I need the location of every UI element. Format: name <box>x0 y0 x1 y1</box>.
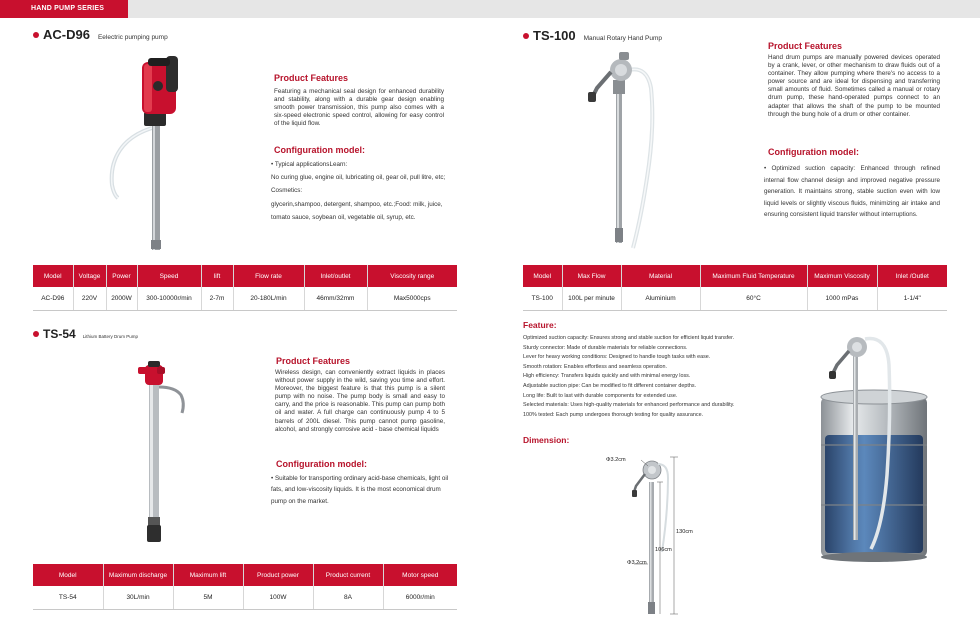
dim-tube-height: 106cm <box>655 547 672 553</box>
table-header-cell: Model <box>33 564 103 586</box>
rotary-hand-pump-image <box>585 48 665 258</box>
table-header-cell: Model <box>33 265 73 287</box>
table-cell: 46mm/32mm <box>304 287 367 310</box>
ac-d96-config-heading: Configuration model: <box>274 145 365 155</box>
ts-100-spec-table <box>523 265 947 311</box>
dimension-drawing <box>612 452 692 622</box>
table-row <box>523 287 947 310</box>
table-header-cell: Max Flow <box>562 265 621 287</box>
table-cell: Aluminium <box>621 287 700 310</box>
ac-d96-subtitle: Eelectric pumping pump <box>97 34 168 41</box>
table-cell: 6000r/min <box>383 586 457 609</box>
table-row <box>33 287 457 310</box>
table-header-cell: Speed <box>137 265 201 287</box>
table-header-cell: Maximum discharge <box>103 564 173 586</box>
dim-bottom-diameter: Φ3.2cm <box>627 560 647 566</box>
table-cell: 300-10000r/min <box>137 287 201 310</box>
list-item: Adjustable suction pipe: Can be modified to fit different container depths. <box>523 382 697 389</box>
ts-54-features-text: Wireless design, can conveniently extract liquids in places without power supply in the wild, saving you time and effort. Moreover, the biggest feature is that this pump is a silent pump with no noise. The pump body is small and easy to carry, and the price is reasonable. This pump can pump both oil and water. A full charge can continuously pump 4 to 5 barrels of 200L diesel. This pump cannot pump gasoline, alcohol, and strongly corrosive acid - base chemical liquids <box>275 369 445 433</box>
table-header-cell: Flow rate <box>233 265 304 287</box>
table-cell: 1000 mPas <box>807 287 877 310</box>
ts-100-title <box>523 28 662 43</box>
table-header-cell: Viscosity range <box>367 265 457 287</box>
table-header-row <box>33 564 457 586</box>
table-header-cell: Material <box>621 265 700 287</box>
list-item: Sturdy connector: Made of durable materials for reliable connections. <box>523 344 688 351</box>
bullet-dot-icon <box>523 33 529 39</box>
table-cell: 2-7m <box>201 287 233 310</box>
table-header-cell: Model <box>523 265 562 287</box>
table-header-cell: Power <box>106 265 137 287</box>
list-item: Smooth rotation: Enables effortless and seamless operation. <box>523 363 668 370</box>
table-cell: 60°C <box>700 287 807 310</box>
table-header-cell: Voltage <box>73 265 106 287</box>
config-line: No curing glue, engine oil, lubricating oil, gear oil, pull litre, etc; <box>271 174 446 182</box>
ts-54-config-text: • Suitable for transporting ordinary acid-base chemicals, light oil fats, and low-viscosity liquids. It is the most economical drum pump on the market. <box>271 475 449 505</box>
table-cell: 8A <box>313 586 383 609</box>
config-line: tomato sauce, soybean oil, vegetable oil, syrup, etc. <box>271 213 416 221</box>
ac-d96-config-list <box>271 158 461 224</box>
config-line: glycerin,shampoo, detergent, shampoo, etc.;Food: milk, juice, <box>271 200 443 208</box>
ts-100-feature-heading: Feature: <box>523 320 557 330</box>
ac-d96-features-text: Featuring a mechanical seal design for enhanced durability and stability, along with a durable gear design enabling smooth power transmission, this pump also comes with a six-speed electronic speed control, allowing for easy control of the liquid flow. <box>274 88 444 128</box>
top-bar <box>0 0 980 18</box>
ts-100-dimension-heading: Dimension: <box>523 435 570 445</box>
table-header-cell: Maximum lift <box>173 564 243 586</box>
ac-d96-features-heading: Product Features <box>274 73 349 83</box>
table-header-cell: Product power <box>243 564 313 586</box>
table-cell: TS-100 <box>523 287 562 310</box>
ts-100-subtitle: Manual Rotary Hand Pump <box>583 35 663 42</box>
electric-drum-pump-image <box>100 50 190 255</box>
ts-54-title <box>33 327 138 341</box>
bullet-dot-icon <box>33 32 39 38</box>
ts-54-spec-table <box>33 564 457 610</box>
bullet-dot-icon <box>33 331 39 337</box>
config-line: Cosmetics: <box>271 187 303 195</box>
ts-100-features-text: Hand drum pumps are manually powered devices operated by a crank, lever, or other mechanism to draw fluids out of a container. They allow pumping where there's no access to a power source and are ideal for dispensing and transferring small amounts of fluid. Sometimes called a manual or rotary drum pump, these hand-operated pumps connect to an adapter that allows the shaft of the pump to be mounted through the bung hole of a drum or other container. <box>768 54 940 118</box>
pump-in-drum-image <box>815 325 933 565</box>
ts-54-subtitle: Lithium Battery Drum Pump <box>82 334 138 339</box>
table-cell: 20-180L/min <box>233 287 304 310</box>
list-item: Selected materials: Uses high-quality materials for enhanced performance and durability. <box>523 402 735 409</box>
table-cell: 5M <box>173 586 243 609</box>
ts-54-features-heading: Product Features <box>276 356 351 366</box>
ac-d96-code: AC-D96 <box>43 27 90 42</box>
ts-100-features-heading: Product Features <box>768 41 843 51</box>
list-item: Optimized suction capacity: Ensures strong and stable suction for efficient liquid transfer. <box>523 335 735 341</box>
ts-54-code: TS-54 <box>43 327 76 341</box>
ac-d96-title <box>33 27 168 42</box>
ac-d96-spec-table <box>33 265 457 311</box>
table-cell: 220V <box>73 287 106 310</box>
battery-drum-pump-image <box>135 357 195 552</box>
table-cell: 1-1/4" <box>877 287 947 310</box>
ts-100-feature-list <box>523 334 813 420</box>
config-line: • Typical applicationsLearn: <box>271 161 348 168</box>
ts-100-config-heading: Configuration model: <box>768 147 859 157</box>
table-header-row <box>523 265 947 287</box>
table-cell: 100L per minute <box>562 287 621 310</box>
list-item: 100% tested: Each pump undergoes thorough testing for quality assurance. <box>523 411 704 418</box>
table-cell: Max5000cps <box>367 287 457 310</box>
list-item: Lever for heavy working conditions: Designed to handle tough tasks with ease. <box>523 354 711 361</box>
list-item: Long life: Built to last with durable components for extended use. <box>523 392 678 399</box>
table-header-cell: Maximum Viscosity <box>807 265 877 287</box>
table-cell: AC-D96 <box>33 287 73 310</box>
table-cell: 2000W <box>106 287 137 310</box>
ts-100-code: TS-100 <box>533 28 576 43</box>
table-header-cell: Inlet /Outlet <box>877 265 947 287</box>
table-row <box>33 586 457 609</box>
table-header-cell: lift <box>201 265 233 287</box>
table-cell: 100W <box>243 586 313 609</box>
ts-100-config-text: • Optimized suction capacity: Enhanced through refined internal flow channel design and improved negative pressure generation. It maintains strong, stable suction even with low liquid levels or slightly viscous fluids, minimizing air intake and ensuring consistent liquid transfer without interruptions. <box>764 165 940 218</box>
table-header-row <box>33 265 457 287</box>
table-cell: TS-54 <box>33 586 103 609</box>
dim-total-height: 130cm <box>676 529 693 535</box>
table-header-cell: Product current <box>313 564 383 586</box>
table-header-cell: Maximum Fluid Temperature <box>700 265 807 287</box>
dim-top-diameter: Φ3.2cm <box>606 457 626 463</box>
table-cell: 30L/min <box>103 586 173 609</box>
series-tab: HAND PUMP SERIES <box>0 0 128 18</box>
table-header-cell: Motor speed <box>383 564 457 586</box>
ts-54-config-heading: Configuration model: <box>276 459 367 469</box>
table-header-cell: Inlet/outlet <box>304 265 367 287</box>
list-item: High efficiency: Transfers liquids quickly and with minimal energy loss. <box>523 373 691 380</box>
